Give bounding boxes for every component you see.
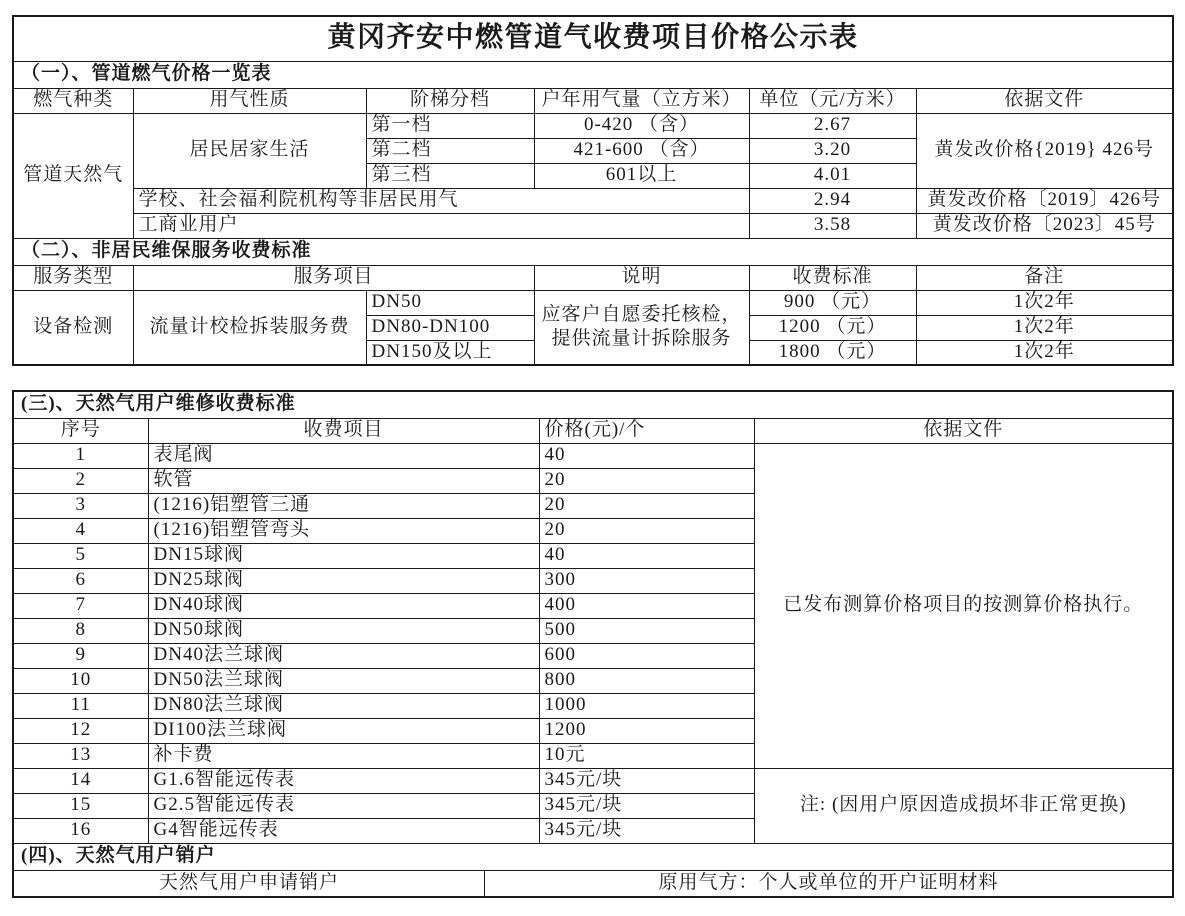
column-header-price: 价格(元)/个 [539, 418, 754, 443]
row-item: (1216)铝塑管三通 [148, 493, 539, 518]
column-header-tier: 阶梯分档 [366, 88, 534, 113]
section4-heading: (四)、天然气用户销户 [13, 843, 1173, 870]
service-type-cell: 设备检测 [13, 290, 133, 365]
row-item: 补卡费 [148, 743, 539, 768]
row-price: 20 [539, 493, 754, 518]
service-spec-cell: DN80-DN100 [366, 315, 534, 340]
column-header-unit-price: 单位（元/方米） [749, 88, 916, 113]
service-spec-cell: DN50 [366, 290, 534, 315]
repair-fee-table [12, 390, 1174, 898]
column-header-description: 说明 [534, 265, 749, 290]
row-no: 10 [13, 668, 148, 693]
gas-price-table [12, 15, 1174, 366]
row-no: 4 [13, 518, 148, 543]
row-price: 10元 [539, 743, 754, 768]
column-header-basis-document: 依据文件 [916, 88, 1173, 113]
nonresident-basis-cell: 黄发改价格〔2019〕426号 [916, 188, 1173, 213]
section1-heading: （一）、管道燃气价格一览表 [13, 61, 1173, 88]
column-header-gas-type: 燃气种类 [13, 88, 133, 113]
row-item: G4智能远传表 [148, 818, 539, 843]
row-item: 软管 [148, 468, 539, 493]
service-note-cell: 1次2年 [916, 315, 1173, 340]
row-price: 600 [539, 643, 754, 668]
row-price: 1000 [539, 693, 754, 718]
nonresident-price-cell: 2.94 [749, 188, 916, 213]
row-item: G1.6智能远传表 [148, 768, 539, 793]
row-price: 800 [539, 668, 754, 693]
gas-type-cell: 管道天然气 [13, 113, 133, 238]
column-header-service-item: 服务项目 [133, 265, 534, 290]
row-no: 3 [13, 493, 148, 518]
industrial-price-cell: 3.58 [749, 213, 916, 238]
row-no: 15 [13, 793, 148, 818]
row-no: 1 [13, 443, 148, 468]
row-no: 13 [13, 743, 148, 768]
row-no: 2 [13, 468, 148, 493]
service-fee-cell: 1800 （元） [749, 340, 916, 365]
tier-volume-cell: 421-600 （含） [534, 138, 749, 163]
row-item: DN50法兰球阀 [148, 668, 539, 693]
tier-volume-cell: 601以上 [534, 163, 749, 188]
row-no: 8 [13, 618, 148, 643]
row-price: 400 [539, 593, 754, 618]
tier-name-cell: 第三档 [366, 163, 534, 188]
row-item: DN80法兰球阀 [148, 693, 539, 718]
industrial-basis-cell: 黄发改价格〔2023〕45号 [916, 213, 1173, 238]
column-header-remark: 备注 [916, 265, 1173, 290]
account-cancel-label: 天然气用户申请销户 [14, 871, 485, 896]
row-item: 表尾阀 [148, 443, 539, 468]
row-price: 20 [539, 468, 754, 493]
row-no: 7 [13, 593, 148, 618]
account-cancel-row [13, 870, 1173, 897]
row-price: 40 [539, 443, 754, 468]
basis-note-cell: 注: (因用户原因造成损坏非正常更换) [754, 768, 1173, 843]
column-header-basis: 依据文件 [754, 418, 1173, 443]
tier-volume-cell: 0-420 （含） [534, 113, 749, 138]
industrial-label-cell: 工商业用户 [133, 213, 749, 238]
row-item: DN15球阀 [148, 543, 539, 568]
row-item: DI100法兰球阀 [148, 718, 539, 743]
row-item: DN40法兰球阀 [148, 643, 539, 668]
service-name-cell: 流量计校检拆装服务费 [133, 290, 366, 365]
column-header-annual-volume: 户年用气量（立方米） [534, 88, 749, 113]
service-spec-cell: DN150及以上 [366, 340, 534, 365]
basis-main-cell: 已发布测算价格项目的按测算价格执行。 [754, 443, 1173, 768]
column-header-fee-item: 收费项目 [148, 418, 539, 443]
column-header-usage-nature: 用气性质 [133, 88, 366, 113]
row-price: 500 [539, 618, 754, 643]
tier-price-cell: 3.20 [749, 138, 916, 163]
row-item: G2.5智能远传表 [148, 793, 539, 818]
service-description-cell: 应客户自愿委托核检，提供流量计拆除服务 [534, 290, 749, 365]
row-no: 5 [13, 543, 148, 568]
residential-label-cell: 居民居家生活 [133, 113, 366, 188]
nonresident-label-cell: 学校、社会福利院机构等非居民用气 [133, 188, 749, 213]
row-no: 14 [13, 768, 148, 793]
service-note-cell: 1次2年 [916, 290, 1173, 315]
column-header-fee-standard: 收费标准 [749, 265, 916, 290]
account-cancel-requirement: 原用气方：个人或单位的开户证明材料 [658, 871, 999, 893]
column-header-seq: 序号 [13, 418, 148, 443]
row-no: 12 [13, 718, 148, 743]
service-note-cell: 1次2年 [916, 340, 1173, 365]
row-price: 40 [539, 543, 754, 568]
tier-price-cell: 2.67 [749, 113, 916, 138]
tier-price-cell: 4.01 [749, 163, 916, 188]
row-no: 11 [13, 693, 148, 718]
row-price: 345元/块 [539, 818, 754, 843]
row-price: 20 [539, 518, 754, 543]
row-item: DN25球阀 [148, 568, 539, 593]
residential-basis-cell: 黄发改价格{2019} 426号 [916, 113, 1173, 188]
row-price: 345元/块 [539, 768, 754, 793]
tier-name-cell: 第一档 [366, 113, 534, 138]
row-price: 1200 [539, 718, 754, 743]
row-item: DN50球阀 [148, 618, 539, 643]
row-no: 9 [13, 643, 148, 668]
column-header-service-type: 服务类型 [13, 265, 133, 290]
section3-heading: (三)、天然气用户维修收费标准 [13, 391, 1173, 418]
section2-heading: （二）、非居民维保服务收费标准 [13, 238, 1173, 265]
tier-name-cell: 第二档 [366, 138, 534, 163]
row-no: 6 [13, 568, 148, 593]
service-fee-cell: 900 （元） [749, 290, 916, 315]
service-fee-cell: 1200 （元） [749, 315, 916, 340]
row-price: 300 [539, 568, 754, 593]
row-price: 345元/块 [539, 793, 754, 818]
row-item: (1216)铝塑管弯头 [148, 518, 539, 543]
row-item: DN40球阀 [148, 593, 539, 618]
document-title: 黄冈齐安中燃管道气收费项目价格公示表 [13, 16, 1173, 61]
row-no: 16 [13, 818, 148, 843]
table-gap [12, 366, 1172, 390]
